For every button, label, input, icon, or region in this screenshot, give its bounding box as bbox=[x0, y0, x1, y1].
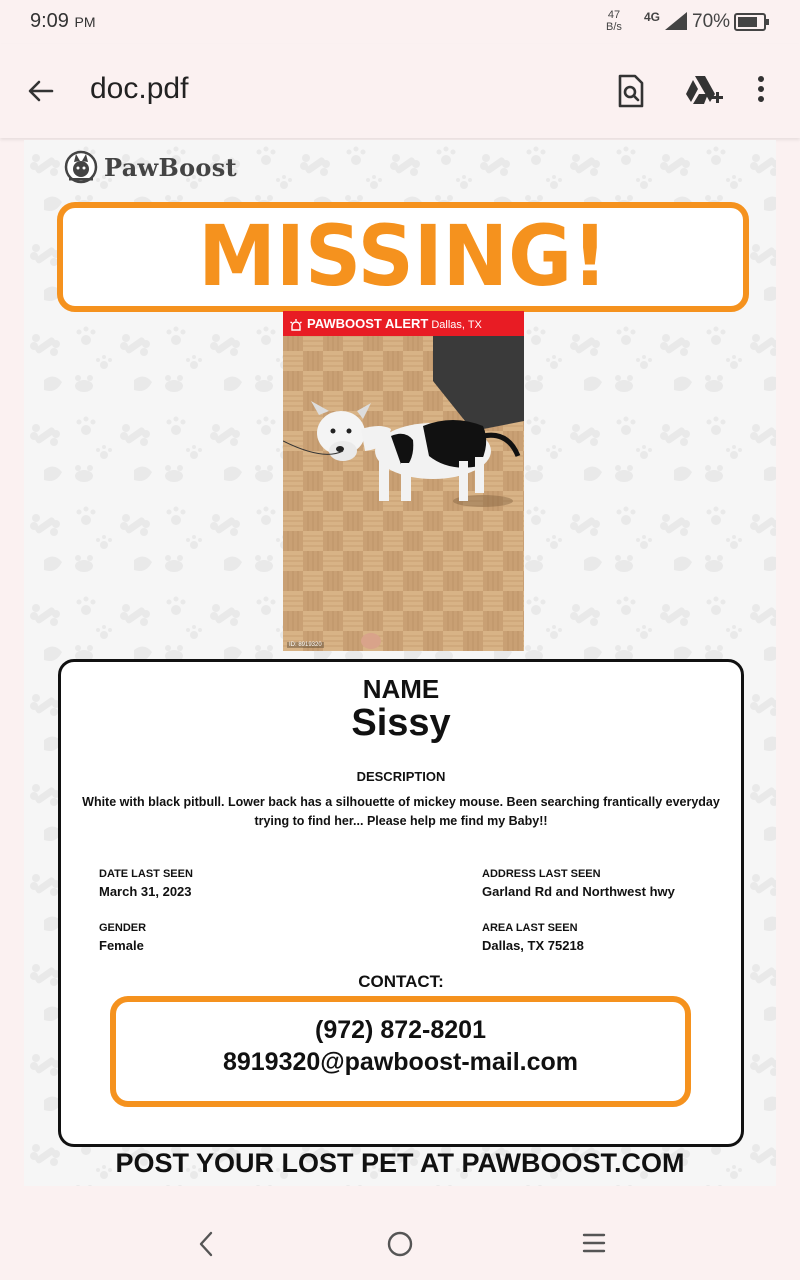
pdf-page[interactable] bbox=[24, 140, 776, 1186]
alert-location: Dallas, TX bbox=[431, 319, 482, 331]
alert-label: PAWBOOST ALERT bbox=[307, 316, 429, 331]
description-line-2: trying to find her... Please help me find my Baby!! bbox=[254, 814, 548, 828]
missing-headline: MISSING! bbox=[198, 208, 608, 306]
contact-label: CONTACT: bbox=[358, 972, 444, 991]
pawboost-logo bbox=[64, 150, 237, 184]
app-bar bbox=[0, 44, 800, 138]
date-last-seen-value: March 31, 2023 bbox=[99, 884, 192, 899]
battery-percent: 70% bbox=[692, 11, 731, 32]
drive-add-icon[interactable] bbox=[684, 74, 724, 108]
missing-banner bbox=[57, 202, 749, 312]
pawboost-alert-bar bbox=[283, 311, 524, 336]
signal-icon bbox=[665, 12, 687, 30]
network-type: 4G bbox=[644, 10, 661, 24]
more-vert-icon[interactable] bbox=[756, 74, 766, 104]
gender-value: Female bbox=[99, 938, 144, 953]
nav-home-icon[interactable] bbox=[386, 1230, 414, 1258]
nav-back-icon[interactable] bbox=[196, 1230, 216, 1258]
contact-email[interactable]: 8919320@pawboost-mail.com bbox=[222, 1048, 579, 1076]
footer-call-to-action: POST YOUR LOST PET AT PAWBOOST.COM bbox=[115, 1148, 685, 1178]
contact-box bbox=[110, 996, 691, 1107]
photo-id: ID: 8919320 bbox=[289, 642, 322, 648]
gender-label: GENDER bbox=[99, 922, 147, 934]
address-last-seen-label: ADDRESS LAST SEEN bbox=[482, 868, 601, 880]
description-text bbox=[71, 793, 731, 831]
nav-recents-icon[interactable] bbox=[582, 1232, 606, 1254]
document-title: doc.pdf bbox=[90, 72, 189, 105]
area-last-seen-label: AREA LAST SEEN bbox=[482, 922, 578, 934]
alert-siren-icon bbox=[289, 318, 303, 332]
pet-photo bbox=[283, 311, 524, 651]
find-in-page-icon[interactable] bbox=[616, 74, 646, 108]
network-speed bbox=[606, 9, 622, 33]
status-bar bbox=[0, 0, 800, 44]
description-line-1: White with black pitbull. Lower back has a silhouette of mickey mouse. Been searching frantically everyday bbox=[82, 795, 720, 809]
area-last-seen-value: Dallas, TX 75218 bbox=[482, 938, 584, 953]
status-time bbox=[30, 10, 96, 33]
navigation-bar bbox=[0, 1206, 800, 1280]
status-time-value: 9:09 bbox=[30, 10, 69, 32]
pawboost-logo-icon bbox=[64, 150, 98, 184]
pet-name: Sissy bbox=[351, 702, 451, 744]
logo-text: PawBoost bbox=[104, 152, 237, 182]
description-label: DESCRIPTION bbox=[356, 769, 446, 784]
status-time-ampm: PM bbox=[74, 14, 96, 30]
network-speed-unit: B/s bbox=[606, 21, 622, 33]
pet-info-card bbox=[58, 659, 744, 1147]
back-arrow-icon[interactable] bbox=[26, 76, 56, 106]
address-last-seen-value: Garland Rd and Northwest hwy bbox=[482, 884, 675, 899]
name-label: NAME bbox=[362, 674, 440, 704]
network-speed-value: 47 bbox=[607, 9, 621, 21]
contact-phone[interactable]: (972) 872-8201 bbox=[315, 1016, 486, 1044]
battery-icon bbox=[734, 13, 770, 31]
dog-photo-illustration bbox=[283, 311, 524, 651]
date-last-seen-label: DATE LAST SEEN bbox=[99, 868, 193, 880]
